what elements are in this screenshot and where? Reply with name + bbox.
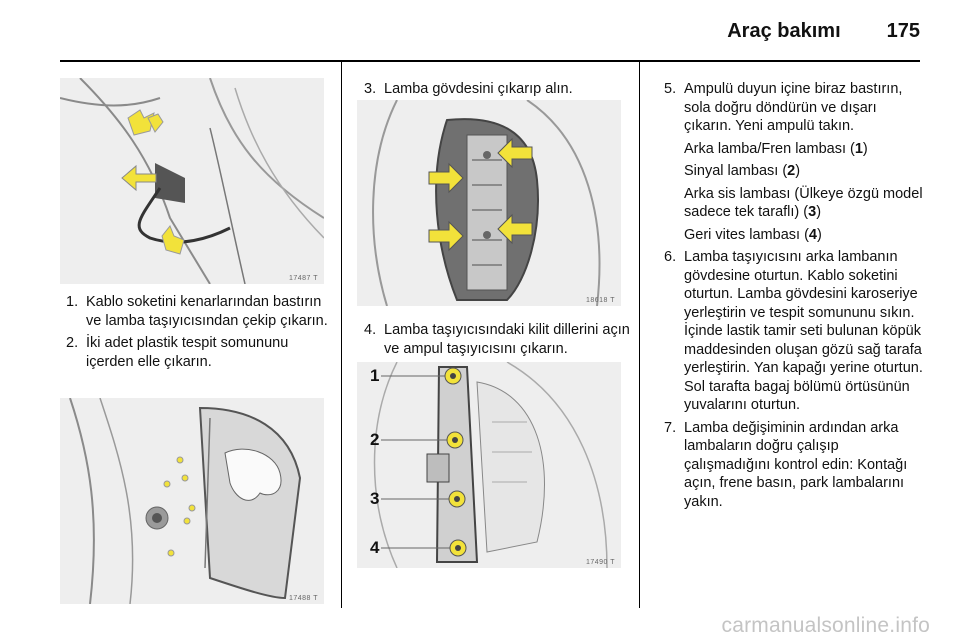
column-1-steps <box>66 293 328 371</box>
footer-watermark: carmanualsonline.info <box>721 614 930 637</box>
callout-1: 1 <box>370 366 380 385</box>
step-7: 7. Lamba değişiminin ardından arka lambaların doğru çalışıp çalışmadığını kontrol edin: Kontağı açın, frene basın, park lambalarını yakın. <box>664 419 908 510</box>
lamp-item: Arka sis lambası (Ülkeye özgü model sadece tek taraflı) (3) <box>684 185 923 220</box>
callout-3: 3 <box>370 489 380 508</box>
column-divider-2 <box>639 62 640 608</box>
figure-code: 17488 T <box>288 595 318 602</box>
step-6: 6. Lamba taşıyıcısını arka lambanın gövdesine oturtun. Kablo soketini oturtun. Lamba gövdesini karoseriye yerleştirin ve tespit somununu sıkın. İçinde lastik tamir seti bulunan köpük maddesinden oluşan gözü sağ tarafa yerleştirin. Yan kapağı yerine oturtun. Sol tarafta bagaj bölümü örtüsünün yuvalarını oturtun. <box>664 249 923 413</box>
lamp-list <box>684 140 926 245</box>
step-3: 3. Lamba gövdesini çıkarıp alın. <box>364 81 573 97</box>
figure-lamp-body <box>357 100 621 306</box>
step-5: 5. Ampulü duyun içine biraz bastırın, sola doğru döndürün ve dışarı çıkarın. Yeni ampulü takın. <box>664 81 903 134</box>
step-4: 4. Lamba taşıyıcısındaki kilit dillerini açın ve ampul taşıyıcısını çıkarın. <box>364 322 630 357</box>
step-1: 1. Kablo soketini kenarlarından bastırın ve lamba taşıyıcısından çekip çıkarın. <box>66 294 328 329</box>
callout-2: 2 <box>370 430 380 449</box>
lamp-item: Sinyal lambası (2) <box>684 163 801 179</box>
lamp-item: Arka lamba/Fren lambası (1) <box>684 140 868 157</box>
figure-hand-removing <box>60 398 324 604</box>
door-pillar-cable-socket-illustration <box>60 78 324 284</box>
bulb-carrier-numbered-illustration <box>357 362 621 568</box>
column-divider-1 <box>341 62 342 608</box>
callout-4: 4 <box>370 538 380 557</box>
lamp-item: Geri vites lambası (4) <box>684 226 822 243</box>
column-3-steps <box>664 80 926 511</box>
figure-code: 18618 T <box>585 297 615 304</box>
page-number: 175 <box>886 20 920 42</box>
hand-removing-lamp-carrier-illustration <box>60 398 324 604</box>
figure-cable-socket <box>60 78 324 284</box>
header-rule <box>60 60 920 62</box>
figure-bulb-carrier <box>357 362 621 568</box>
lamp-body-arrows-illustration <box>357 100 621 306</box>
section-title: Araç bakımı <box>727 20 841 42</box>
figure-code: 17487 T <box>288 275 318 282</box>
figure-code: 17490 T <box>585 559 615 566</box>
step-2: 2. İki adet plastik tespit somununu içerden elle çıkarın. <box>66 335 289 370</box>
page-header <box>727 20 920 43</box>
